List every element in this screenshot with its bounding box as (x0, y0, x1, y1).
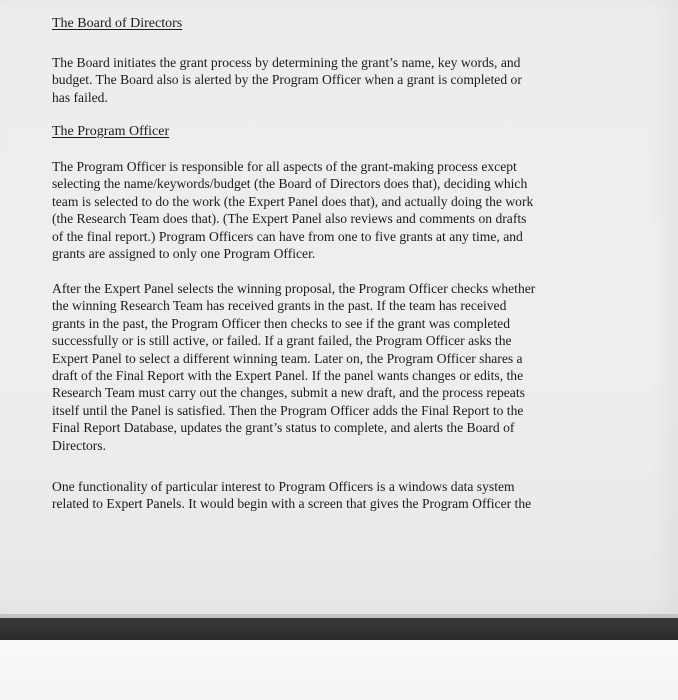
paragraph-expert-panel-process (52, 280, 612, 454)
paragraph-program-officer-responsibilities (52, 158, 612, 262)
text-line: related to Expert Panels. It would begin with a screen that gives the Program Officer the (52, 496, 532, 512)
text-line: selecting the name/keywords/budget (the Board of Directors does that), deciding which (52, 176, 528, 192)
text-line: draft of the Final Report with the Expert Panel. If the panel wants changes or edits, the (52, 368, 524, 384)
text-line: team is selected to do the work (the Expert Panel does that), and actually doing the work (52, 193, 534, 209)
text-line: Final Report Database, updates the grant’s status to complete, and alerts the Board of (52, 420, 515, 436)
text-line: the winning Research Team has received grants in the past. If the team has received (52, 298, 507, 314)
text-line: The Program Officer is responsible for all aspects of the grant-making process except (52, 159, 517, 174)
text-line: One functionality of particular interest to Program Officers is a windows data system (52, 479, 515, 494)
background-surface (0, 640, 678, 700)
text-line: The Board initiates the grant process by determining the grant’s name, key words, and (52, 55, 521, 70)
text-line: Directors. (52, 437, 106, 453)
text-line: After the Expert Panel selects the winning proposal, the Program Officer checks whether (52, 281, 536, 296)
text-line: has failed. (52, 89, 108, 105)
dark-band (0, 618, 678, 640)
text-line: itself until the Panel is satisfied. Then the Program Officer adds the Final Report to the (52, 402, 524, 418)
text-line: Research Team must carry out the changes, submit a new draft, and the process repeats (52, 385, 525, 401)
text-line: of the final report.) Program Officers can have from one to five grants at any time, and (52, 228, 523, 244)
heading-program-officer: The Program Officer (52, 124, 170, 139)
heading-board-of-directors: The Board of Directors (52, 16, 183, 31)
paragraph-windows-data-system (52, 478, 612, 513)
text-line: (the Research Team does that). (The Expert Panel also reviews and comments on drafts (52, 211, 527, 227)
text-line: Expert Panel to select a different winning team. Later on, the Program Officer shares a (52, 350, 523, 366)
text-line: successfully or is still active, or failed. If a grant failed, the Program Officer asks the (52, 333, 512, 349)
text-line: budget. The Board also is alerted by the Program Officer when a grant is completed or (52, 72, 522, 88)
paragraph-board-intro (52, 54, 612, 106)
text-line: grants in the past, the Program Officer then checks to see if the grant was completed (52, 315, 511, 331)
text-line: grants are assigned to only one Program Officer. (52, 246, 316, 262)
